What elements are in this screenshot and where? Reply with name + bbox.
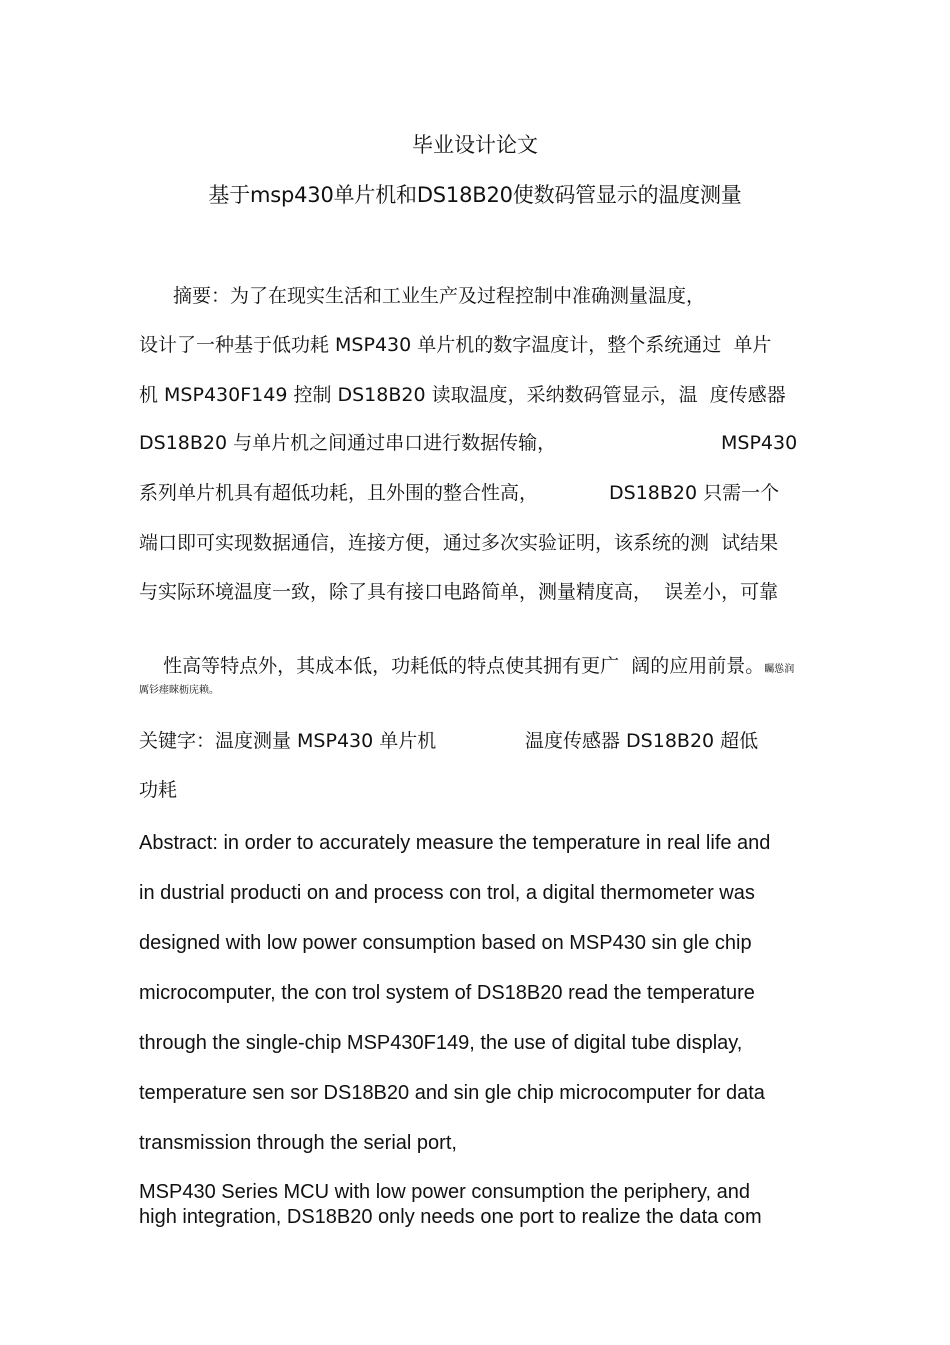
document-subtitle: 基于msp430单片机和DS18B20使数码管显示的温度测量 xyxy=(208,183,742,207)
abstract-cn-line-9-tiny: 厲钐瘗睞枥庑赖。 xyxy=(139,685,219,696)
abstract-en-line-7: transmission through the serial port, xyxy=(139,1132,457,1154)
abstract-cn-line-2: 设计了一种基于低功耗 MSP430 单片机的数字温度计，整个系统通过 单片 xyxy=(139,334,772,356)
abstract-en-line-1: Abstract: in order to accurately measure the temperature in real life and xyxy=(139,832,771,854)
abstract-cn-line-6: 端口即可实现数据通信，连接方便，通过多次实验证明，该系统的测 试结果 xyxy=(139,532,779,554)
abstract-cn-line-1: 摘要：为了在现实生活和工业生产及过程控制中准确测量温度， xyxy=(173,285,706,307)
abstract-cn-line-8 xyxy=(139,630,794,706)
abstract-cn-line-7: 与实际环境温度一致，除了具有接口电路简单，测量精度高， 误差小，可靠 xyxy=(139,581,779,603)
abstract-en-line-3: designed with low power consumption based on MSP430 sin gle chip xyxy=(139,932,752,954)
abstract-cn-line-8-text: 性高等特点外，其成本低，功耗低的特点使其拥有更广 阔的应用前景。 xyxy=(163,655,765,677)
abstract-en-line-2: in dustrial producti on and process con trol, a digital thermometer was xyxy=(139,882,755,904)
abstract-en-line-5: through the single-chip MSP430F149, the use of digital tube display, xyxy=(139,1032,743,1054)
abstract-en-line-4: microcomputer, the con trol system of DS18B20 read the temperature xyxy=(139,982,755,1004)
abstract-en-line-9: high integration, DS18B20 only needs one port to realize the data com xyxy=(139,1206,762,1228)
abstract-cn-line-5-right: DS18B20 只需一个 xyxy=(609,482,780,504)
abstract-en-line-6: temperature sen sor DS18B20 and sin gle chip microcomputer for data xyxy=(139,1082,765,1104)
abstract-cn-line-3: 机 MSP430F149 控制 DS18B20 读取温度，采纳数码管显示，温 度传感器 xyxy=(139,384,786,406)
keywords-right: 温度传感器 DS18B20 超低 xyxy=(525,730,759,752)
keywords-left: 关键字：温度测量 MSP430 单片机 xyxy=(139,730,437,752)
abstract-cn-line-4-left: DS18B20 与单片机之间通过串口进行数据传输， xyxy=(139,432,557,454)
abstract-cn-line-5-left: 系列单片机具有超低功耗，且外围的整合性高， xyxy=(139,482,539,504)
abstract-cn-line-4-right: MSP430 xyxy=(721,432,798,454)
document-title: 毕业设计论文 xyxy=(412,133,538,157)
abstract-en-line-8: MSP430 Series MCU with low power consumption the periphery, and xyxy=(139,1181,751,1203)
abstract-cn-line-8-tiny: 矚慫润 xyxy=(764,664,795,675)
keywords-wrap: 功耗 xyxy=(139,779,178,801)
